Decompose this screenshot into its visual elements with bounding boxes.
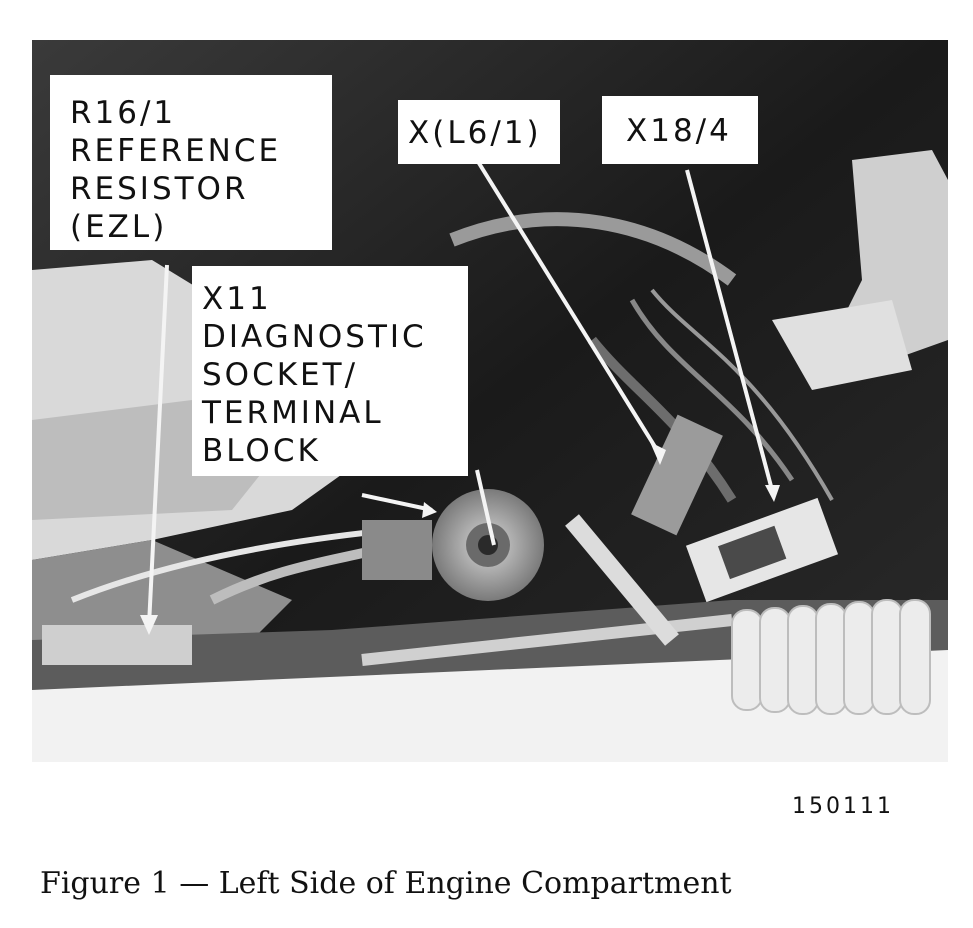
label-r16-line-4: (EZL)	[70, 209, 168, 245]
label-x11-line-3: SOCKET/	[202, 357, 359, 393]
figure-caption: Figure 1 — Left Side of Engine Compartment	[40, 866, 732, 901]
label-r16-line-1: R16/1	[70, 95, 177, 131]
label-xl6: X(L6/1)	[408, 115, 542, 151]
label-x11-line-2: DIAGNOSTIC	[202, 319, 427, 355]
label-r16-line-3: RESISTOR	[70, 171, 249, 207]
label-x11-line-5: BLOCK	[202, 433, 321, 469]
photo-number: 150111	[792, 794, 894, 819]
label-x18: X18/4	[626, 113, 732, 149]
label-r16-line-2: REFERENCE	[70, 133, 282, 169]
label-x11-line-4: TERMINAL	[202, 395, 384, 431]
label-x11-line-1: X11	[202, 281, 272, 317]
